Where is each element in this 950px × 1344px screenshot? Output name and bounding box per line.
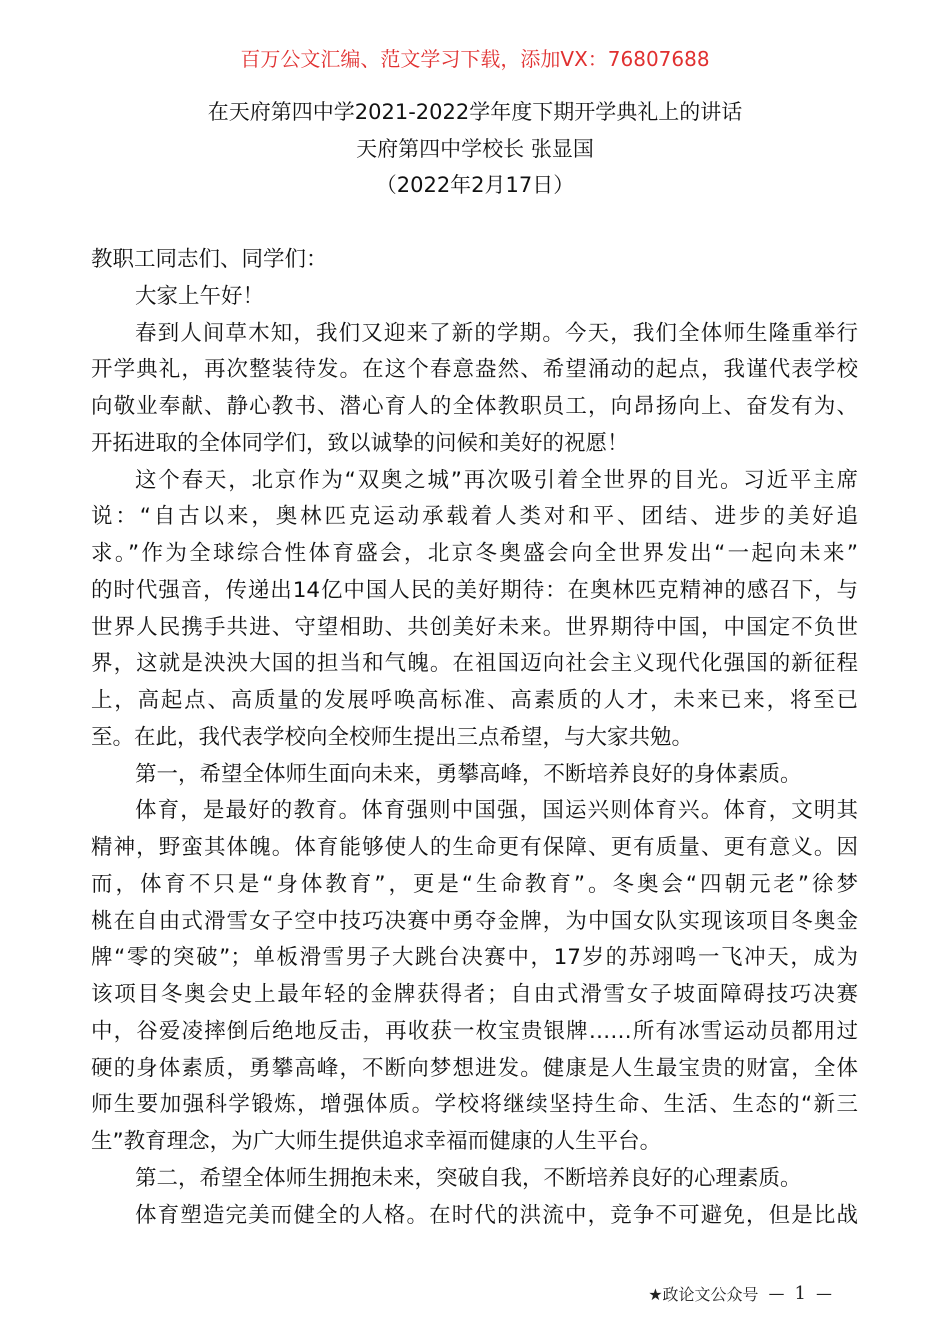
text-line: 至。在此，我代表学校向全校师生提出三点希望，与大家共勉。 bbox=[91, 724, 694, 750]
text-line: 生”教育理念，为广大师生提供追求幸福而健康的人生平台。 bbox=[91, 1129, 662, 1154]
text-line: 硬的身体素质，勇攀高峰，不断向梦想进发。健康是人生最宝贵的财富，全体 bbox=[91, 1055, 858, 1081]
text-line: 的时代强音，传递出14亿中国人民的美好期待：在奥林匹克精神的感召下，与 bbox=[91, 577, 858, 603]
footer-dash-left: — bbox=[768, 1284, 785, 1303]
text-line: 开学典礼，再次整装待发。在这个春意盎然、希望涌动的起点，我谨代表学校 bbox=[91, 357, 858, 383]
watermark-banner: 百万公文汇编、范文学习下载，添加VX：76807688 bbox=[240, 47, 710, 71]
document-body bbox=[91, 243, 858, 1235]
text-line: 开拓进取的全体同学们，致以诚挚的问候和美好的祝愿！ bbox=[91, 430, 629, 456]
text-line: 说：“自古以来，奥林匹克运动承载着人类对和平、团结、进步的美好追 bbox=[91, 504, 858, 530]
text-line: 第一，希望全体师生面向未来，勇攀高峰，不断培养良好的身体素质。 bbox=[135, 761, 802, 787]
text-line: 上，高起点、高质量的发展呼唤高标准、高素质的人才，未来已来，将至已 bbox=[91, 688, 858, 713]
text-line: 该项目冬奥会史上最年轻的金牌获得者；自由式滑雪女子坡面障碍技巧决赛 bbox=[91, 982, 858, 1007]
footer-source: ★政论文公众号 bbox=[648, 1285, 759, 1304]
text-line: 桃在自由式滑雪女子空中技巧决赛中勇夺金牌，为中国女队实现该项目冬奥金 bbox=[91, 908, 858, 934]
text-line: 教职工同志们、同学们： bbox=[91, 247, 328, 272]
text-line: 第二，希望全体师生拥抱未来，突破自我，不断培养良好的心理素质。 bbox=[135, 1165, 802, 1191]
text-line: 中，谷爱凌摔倒后绝地反击，再收获一枚宝贵银牌……所有冰雪运动员都用过 bbox=[91, 1018, 858, 1044]
document-title: 在天府第四中学2021-2022学年度下期开学典礼上的讲话 bbox=[207, 100, 743, 124]
text-line: 向敬业奉献、静心教书、潜心育人的全体教职员工，向昂扬向上、奋发有为、 bbox=[91, 394, 858, 419]
text-line: 体育塑造完美而健全的人格。在时代的洪流中，竞争不可避免，但是比战 bbox=[135, 1202, 858, 1228]
paragraph bbox=[91, 280, 858, 317]
text-line: 春到人间草木知，我们又迎来了新的学期。今天，我们全体师生隆重举行 bbox=[135, 320, 858, 346]
page-footer bbox=[648, 1282, 832, 1305]
paragraph bbox=[91, 317, 858, 464]
text-line: 精神，野蛮其体魄。体育能够使人的生命更有保障、更有质量、更有意义。因 bbox=[91, 835, 858, 860]
page-number: 1 bbox=[794, 1283, 806, 1304]
paragraph bbox=[91, 1199, 858, 1236]
paragraph bbox=[91, 243, 858, 280]
text-line: 大家上午好！ bbox=[135, 283, 265, 309]
text-line: 体育，是最好的教育。体育强则中国强，国运兴则体育兴。体育，文明其 bbox=[135, 798, 858, 824]
text-line: 求。”作为全球综合性体育盛会，北京冬奥盛会向全世界发出“一起向未来” bbox=[91, 541, 858, 566]
text-line: 世界人民携手共进、守望相助、共创美好未来。世界期待中国，中国定不负世 bbox=[91, 614, 858, 640]
paragraph bbox=[91, 758, 858, 795]
text-line: 而，体育不只是“身体教育”，更是“生命教育”。冬奥会“四朝元老”徐梦 bbox=[91, 871, 858, 897]
text-line: 牌“零的突破”；单板滑雪男子大跳台决赛中，17岁的苏翊鸣一飞冲天，成为 bbox=[91, 945, 858, 971]
text-line: 这个春天，北京作为“双奥之城”再次吸引着全世界的目光。习近平主席 bbox=[135, 467, 858, 493]
text-line: 界，这就是泱泱大国的担当和气魄。在祖国迈向社会主义现代化强国的新征程 bbox=[91, 651, 858, 677]
document-author: 天府第四中学校长 张显国 bbox=[356, 137, 594, 161]
paragraph bbox=[91, 464, 858, 758]
paragraph bbox=[91, 794, 858, 1162]
document-date: （2022年2月17日） bbox=[375, 173, 575, 197]
footer-dash-right: — bbox=[816, 1284, 832, 1303]
paragraph bbox=[91, 1162, 858, 1199]
text-line: 师生要加强科学锻炼，增强体质。学校将继续坚持生命、生活、生态的“新三 bbox=[91, 1092, 858, 1118]
